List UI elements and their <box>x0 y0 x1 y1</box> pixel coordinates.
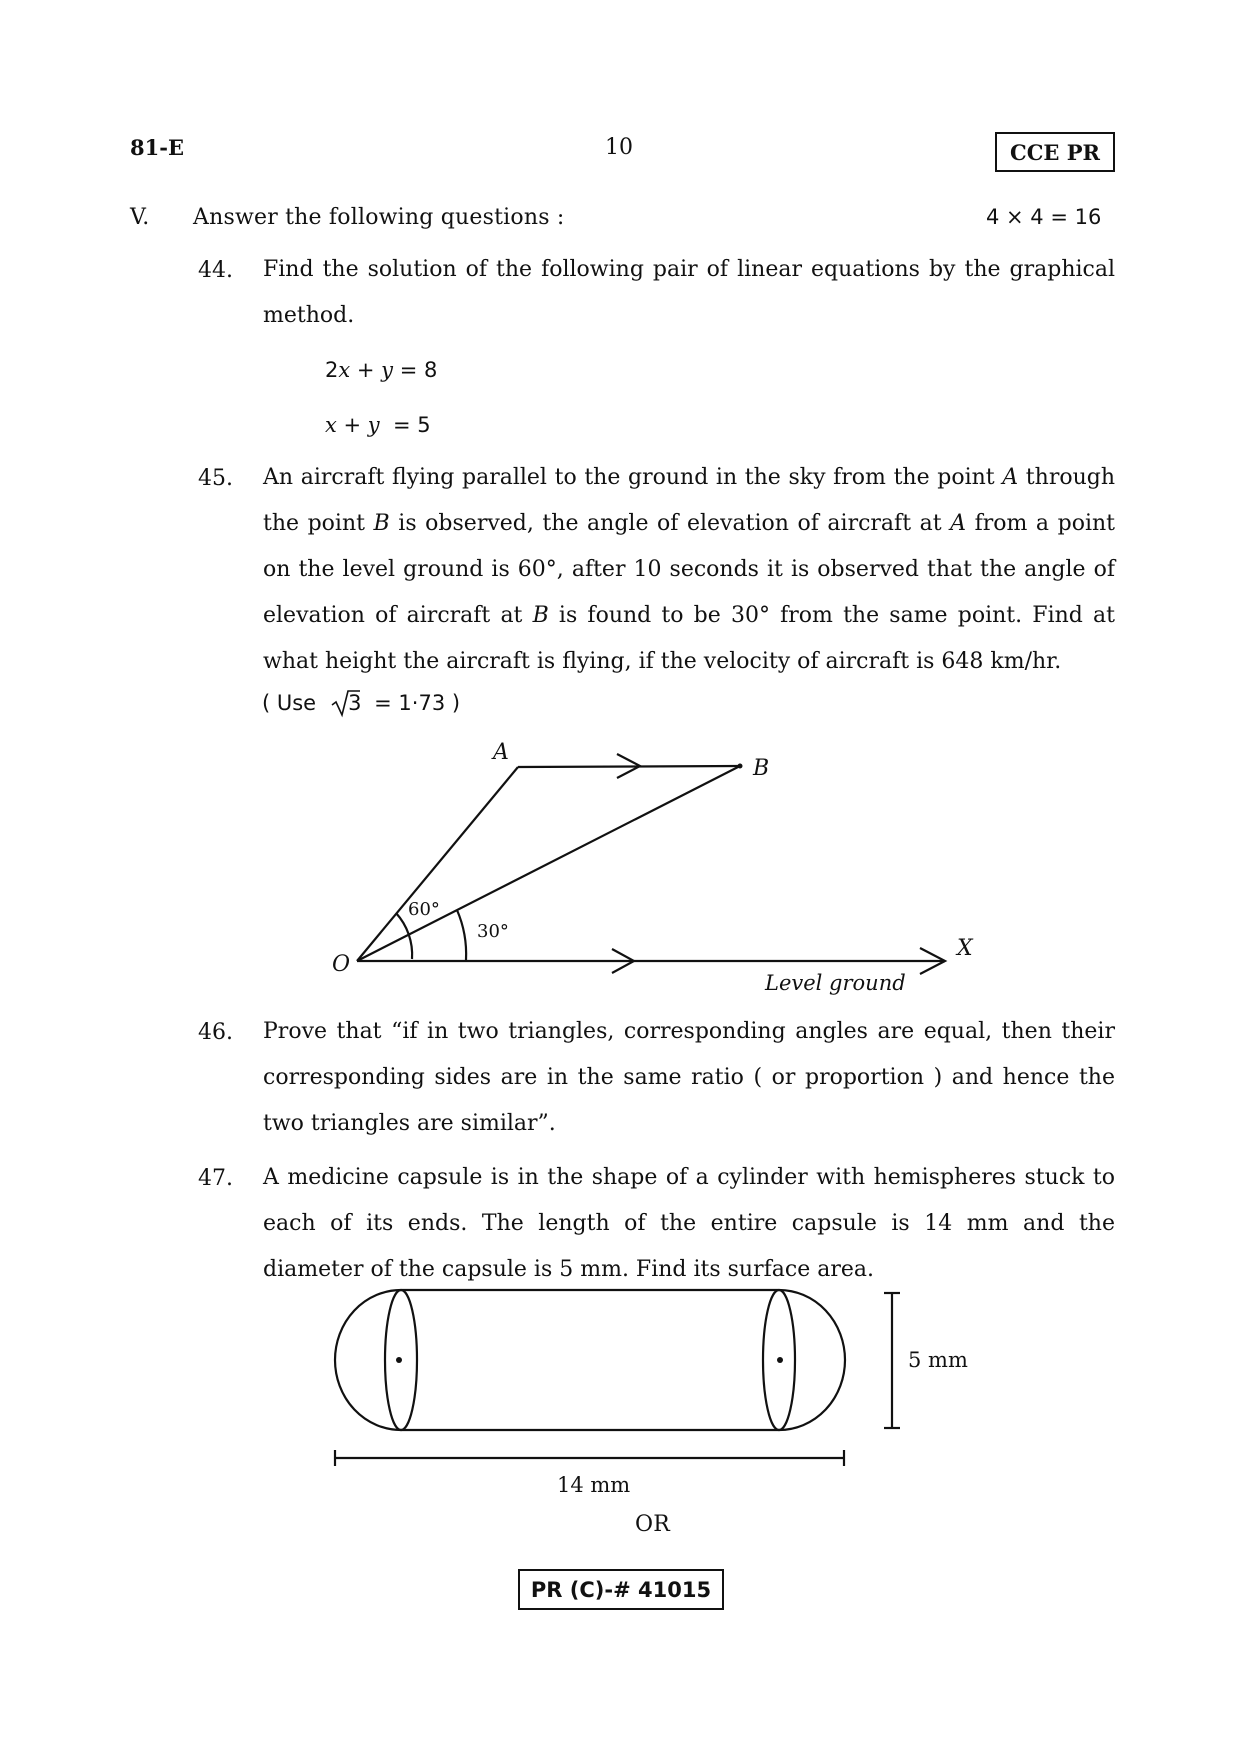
label-14mm: 14 mm <box>557 1473 631 1497</box>
capsule-diagram <box>320 1285 1000 1505</box>
footer-code-box <box>518 1569 724 1610</box>
cce-pr-label: CCE PR <box>1010 139 1100 165</box>
cce-pr-box <box>995 132 1115 172</box>
right-center-dot <box>777 1357 783 1363</box>
section-instruction: Answer the following questions : <box>193 205 565 230</box>
page-number: 10 <box>605 135 633 160</box>
label-level-ground: Level ground <box>765 971 906 995</box>
label-A: A <box>493 740 509 765</box>
q44-text: Find the solution of the following pair of linear equations by the graphical method. <box>263 257 1115 328</box>
paper-code: 81-E <box>130 135 184 160</box>
label-X: X <box>957 936 973 961</box>
q45-number: 45. <box>198 466 233 491</box>
section-marks: 4 × 4 = 16 <box>986 205 1102 229</box>
q47-text: A medicine capsule is in the shape of a cylinder with hemispheres stuck to each of its ends. The length of the entire capsule is 14 mm and the diameter of the capsule is 5 mm. Find its surface area. <box>263 1165 1115 1282</box>
line-AB <box>518 766 740 767</box>
or-label: OR <box>635 1512 671 1537</box>
q46-number: 46. <box>198 1020 233 1045</box>
label-O: O <box>332 952 351 977</box>
q44-equation-1: 2x + y = 8 <box>325 358 438 382</box>
q45-use-root3: ( Use 3 = 1·73 ) <box>262 688 460 718</box>
line-OB <box>357 766 740 961</box>
point-B-dot <box>738 764 743 769</box>
q45-text: An aircraft flying parallel to the ground in the sky from the point A through the point B is observed, the angle of elevation of aircraft at A from a point on the level ground is 60°, after 10 seconds it is observed that the angle of elevation of aircraft at B is found to be 30° from the same point. Find at what height the aircraft is flying, if the velocity of aircraft is 648 km/hr. <box>263 465 1115 674</box>
left-center-dot <box>396 1357 402 1363</box>
label-5mm: 5 mm <box>908 1348 968 1372</box>
q44-equation-2: x + y = 5 <box>325 413 431 437</box>
section-roman: V. <box>130 205 150 230</box>
angle-arc-30 <box>457 910 466 960</box>
aircraft-elevation-diagram <box>320 735 1000 1005</box>
q46-text: Prove that “if in two triangles, corresponding angles are equal, then their corresponding sides are in the same ratio ( or proportion ) and hence the two triangles are similar”. <box>263 1019 1115 1136</box>
q44-number: 44. <box>198 258 233 283</box>
label-angle-60: 60° <box>408 899 440 920</box>
q47-number: 47. <box>198 1166 233 1191</box>
footer-code: PR (C)-# 41015 <box>530 1577 712 1602</box>
label-angle-30: 30° <box>477 921 509 942</box>
right-hemisphere <box>779 1290 845 1430</box>
left-hemisphere <box>335 1290 401 1430</box>
label-B: B <box>753 756 770 781</box>
